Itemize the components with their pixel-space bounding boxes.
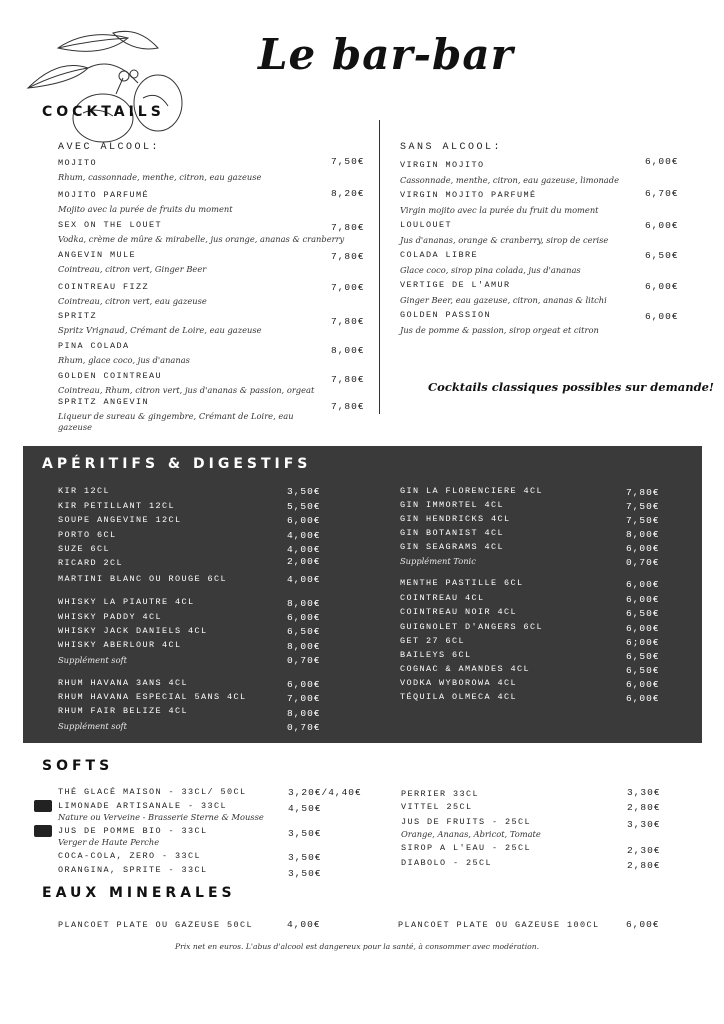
soft-price: 3,30€ (627, 787, 661, 798)
cocktail-description: Cassonnade, menthe, citron, eau gazeuse, limonade (400, 175, 619, 185)
aperitif-price: 7,80€ (626, 487, 660, 498)
aperitif-name: GIN IMMORTEL 4CL (400, 500, 505, 510)
cocktail-name: VIRGIN MOJITO PARFUMÉ (400, 190, 537, 200)
aperitif-price: 8,00€ (287, 708, 321, 719)
cocktail-price: 6,70€ (645, 188, 679, 199)
aperitif-name: Supplément soft (58, 655, 127, 665)
cocktail-description: Rhum, glace coco, jus d'ananas (58, 355, 190, 365)
cocktail-description: Spritz Vrignaud, Crémant de Loire, eau gazeuse (58, 325, 262, 335)
aperitif-price: 6,00€ (626, 543, 660, 554)
classic-cocktails-note: Cocktails classiques possibles sur demande! (428, 380, 714, 394)
aperitif-name: WHISKY PADDY 4CL (58, 612, 163, 622)
lemon-branch-illustration (18, 28, 193, 148)
cocktail-description: Cointreau, citron vert, eau gazeuse (58, 296, 207, 306)
aperitif-price: 5,50€ (287, 501, 321, 512)
aperitif-price: 6,00€ (626, 679, 660, 690)
aperitif-price: 7,00€ (287, 693, 321, 704)
cocktail-price: 7,80€ (331, 251, 365, 262)
cocktail-description: Virgin mojito avec la purée du fruit du moment (400, 205, 599, 215)
soft-name: COCA-COLA, ZERO - 33CL (58, 851, 202, 861)
soft-price: 3,20€/4,40€ (288, 787, 362, 798)
aperitif-price: 6,50€ (626, 608, 660, 619)
aperitif-price: 6,00€ (287, 679, 321, 690)
aperitif-price: 6,00€ (626, 579, 660, 590)
cocktail-price: 6,50€ (645, 250, 679, 261)
aperitif-price: 4,00€ (287, 530, 321, 541)
cocktail-name: MOJITO PARFUMÉ (58, 190, 150, 200)
aperitif-name: RHUM FAIR BELIZE 4CL (58, 706, 189, 716)
organic-label-icon (34, 800, 52, 812)
aperitif-price: 8,00€ (626, 529, 660, 540)
aperitif-name: SOUPE ANGEVINE 12CL (58, 515, 182, 525)
soft-price: 2,80€ (627, 802, 661, 813)
aperitif-name: GET 27 6CL (400, 636, 466, 646)
aperitif-price: 6,00€ (626, 623, 660, 634)
aperitif-name: Supplément Tonic (400, 556, 476, 566)
soft-name: DIABOLO - 25CL (401, 858, 493, 868)
soft-name: SIROP A L'EAU - 25CL (401, 843, 532, 853)
aperitif-name: KIR PETILLANT 12CL (58, 501, 176, 511)
aperitif-price: 8,00€ (287, 598, 321, 609)
eaux-item-price: 4,00€ (287, 919, 321, 930)
cocktail-price: 6,00€ (645, 311, 679, 322)
cocktail-description: Mojito avec la purée de fruits du moment (58, 204, 233, 214)
aperitif-name: GIN BOTANIST 4CL (400, 528, 505, 538)
cocktail-price: 7,80€ (331, 316, 365, 327)
aperitif-name: WHISKY ABERLOUR 4CL (58, 640, 182, 650)
sans-alcool-heading: SANS ALCOOL: (400, 142, 503, 153)
cocktail-price: 7,50€ (331, 156, 365, 167)
aperitif-price: 6,00€ (287, 612, 321, 623)
cocktail-price: 8,00€ (331, 345, 365, 356)
soft-name: VITTEL 25CL (401, 802, 473, 812)
cocktail-price: 6,00€ (645, 156, 679, 167)
soft-name: THÉ GLACÉ MAISON - 33CL/ 50CL (58, 787, 247, 797)
aperitif-name: COINTREAU NOIR 4CL (400, 607, 518, 617)
cocktail-description: Ginger Beer, eau gazeuse, citron, ananas & litchi (400, 295, 607, 305)
aperitif-price: 8,00€ (287, 641, 321, 652)
cocktail-name: SPRITZ (58, 311, 98, 321)
aperitif-name: MARTINI BLANC OU ROUGE 6CL (58, 574, 228, 584)
eaux-item-name: PLANCOET PLATE OU GAZEUSE 100CL (398, 920, 600, 930)
aperitif-name: PORTO 6CL (58, 530, 117, 540)
cocktail-description: Jus d'ananas, orange & cranberry, sirop de cerise (400, 235, 609, 245)
aperitif-name: Supplément soft (58, 721, 127, 731)
aperitif-price: 6,00€ (287, 515, 321, 526)
soft-name: ORANGINA, SPRITE - 33CL (58, 865, 208, 875)
aperitifs-heading: APÉRITIFS & DIGESTIFS (42, 456, 312, 472)
aperitif-name: MENTHE PASTILLE 6CL (400, 578, 524, 588)
soft-price: 3,50€ (288, 852, 322, 863)
cocktail-description: Vodka, crème de mûre & mirabelle, jus orange, ananas & cranberry (58, 234, 345, 244)
cocktail-description: Liqueur de sureau & gingembre, Crémant de Loire, eau (58, 411, 294, 421)
cocktail-description: Glace coco, sirop pina colada, jus d'ananas (400, 265, 581, 275)
aperitif-name: BAILEYS 6CL (400, 650, 472, 660)
cocktail-price: 7,00€ (331, 282, 365, 293)
cocktail-description: Cointreau, Rhum, citron vert, jus d'ananas & passion, orgeat (58, 385, 315, 395)
soft-description: Orange, Ananas, Abricot, Tomate (401, 829, 541, 839)
aperitif-price: 0,70€ (626, 557, 660, 568)
aperitif-name: RICARD 2CL (58, 558, 124, 568)
aperitif-name: RHUM HAVANA 3ANS 4CL (58, 678, 189, 688)
soft-name: JUS DE POMME BIO - 33CL (58, 826, 208, 836)
cocktail-price: 6,00€ (645, 281, 679, 292)
avec-alcool-heading: AVEC ALCOOL: (58, 142, 161, 153)
aperitif-name: VODKA WYBOROWA 4CL (400, 678, 518, 688)
aperitif-name: GIN LA FLORENCIERE 4CL (400, 486, 544, 496)
cocktail-name: LOULOUET (400, 220, 453, 230)
aperitif-name: COGNAC & AMANDES 4CL (400, 664, 531, 674)
aperitif-price: 7,50€ (626, 515, 660, 526)
soft-price: 2,80€ (627, 860, 661, 871)
soft-name: PERRIER 33CL (401, 789, 480, 799)
cocktail-name: VERTIGE DE L'AMUR (400, 280, 511, 290)
aperitif-price: 4,00€ (287, 544, 321, 555)
cocktail-name: SEX ON THE LOUET (58, 220, 163, 230)
aperitif-price: 0,70€ (287, 655, 321, 666)
aperitif-name: COINTREAU 4CL (400, 593, 485, 603)
cocktail-price: 6,00€ (645, 220, 679, 231)
cocktail-price: 7,80€ (331, 222, 365, 233)
soft-name: JUS DE FRUITS - 25CL (401, 817, 532, 827)
aperitif-name: KIR 12CL (58, 486, 111, 496)
cocktail-description: Cointreau, citron vert, Ginger Beer (58, 264, 207, 274)
cocktail-divider (379, 120, 380, 414)
cocktail-name: ANGEVIN MULE (58, 250, 137, 260)
aperitif-name: GIN HENDRICKS 4CL (400, 514, 511, 524)
cocktail-description: Jus de pomme & passion, sirop orgeat et citron (400, 325, 599, 335)
page-title: Le bar-bar (258, 30, 514, 79)
aperitif-price: 7,50€ (626, 501, 660, 512)
aperitif-name: WHISKY JACK DANIELS 4CL (58, 626, 208, 636)
eaux-item-price: 6,00€ (626, 919, 660, 930)
cocktail-name: GOLDEN PASSION (400, 310, 492, 320)
cocktail-description: Rhum, cassonnade, menthe, citron, eau gazeuse (58, 172, 262, 182)
aperitif-name: RHUM HAVANA ESPECIAL 5ANS 4CL (58, 692, 247, 702)
soft-price: 3,50€ (288, 868, 322, 879)
soft-price: 3,30€ (627, 819, 661, 830)
footer-note: Prix net en euros. L'abus d'alcool est dangereux pour la santé, à consommer avec modération. (175, 942, 539, 951)
aperitif-price: 6,50€ (287, 626, 321, 637)
cocktail-description: gazeuse (58, 422, 93, 432)
cocktail-name: GOLDEN COINTREAU (58, 371, 163, 381)
aperitif-price: 6,50€ (626, 665, 660, 676)
aperitif-name: TÉQUILA OLMECA 4CL (400, 692, 518, 702)
eaux-item-name: PLANCOET PLATE OU GAZEUSE 50CL (58, 920, 254, 930)
aperitif-price: 4,00€ (287, 574, 321, 585)
aperitif-name: GUIGNOLET D'ANGERS 6CL (400, 622, 544, 632)
cocktail-price: 7,80€ (331, 374, 365, 385)
soft-description: Nature ou Verveine - Brasserie Sterne & Mousse (58, 812, 264, 822)
cocktail-name: PINA COLADA (58, 341, 130, 351)
aperitif-price: 3,50€ (287, 486, 321, 497)
cocktail-name: SPRITZ ANGEVIN (58, 397, 150, 407)
aperitif-name: SUZE 6CL (58, 544, 111, 554)
cocktail-name: COINTREAU FIZZ (58, 282, 150, 292)
aperitif-price: 0,70€ (287, 722, 321, 733)
aperitif-name: GIN SEAGRAMS 4CL (400, 542, 505, 552)
cocktail-name: MOJITO (58, 158, 98, 168)
soft-price: 2,30€ (627, 845, 661, 856)
aperitif-price: 6,00€ (626, 594, 660, 605)
aperitif-price: 6;00€ (626, 637, 660, 648)
softs-heading: SOFTS (42, 758, 114, 774)
soft-name: LIMONADE ARTISANALE - 33CL (58, 801, 228, 811)
cocktail-price: 7,80€ (331, 401, 365, 412)
aperitif-price: 2,00€ (287, 556, 321, 567)
aperitif-price: 6,00€ (626, 693, 660, 704)
aperitif-price: 6,50€ (626, 651, 660, 662)
soft-price: 4,50€ (288, 803, 322, 814)
aperitifs-panel (23, 446, 702, 743)
cocktail-name: VIRGIN MOJITO (400, 160, 485, 170)
cocktail-price: 8,20€ (331, 188, 365, 199)
soft-price: 3,50€ (288, 828, 322, 839)
aperitif-name: WHISKY LA PIAUTRE 4CL (58, 597, 195, 607)
organic-label-icon (34, 825, 52, 837)
cocktail-name: COLADA LIBRE (400, 250, 479, 260)
soft-description: Verger de Haute Perche (58, 837, 160, 847)
eaux-heading: EAUX MINERALES (42, 885, 236, 901)
cocktails-heading: COCKTAILS (42, 104, 165, 120)
